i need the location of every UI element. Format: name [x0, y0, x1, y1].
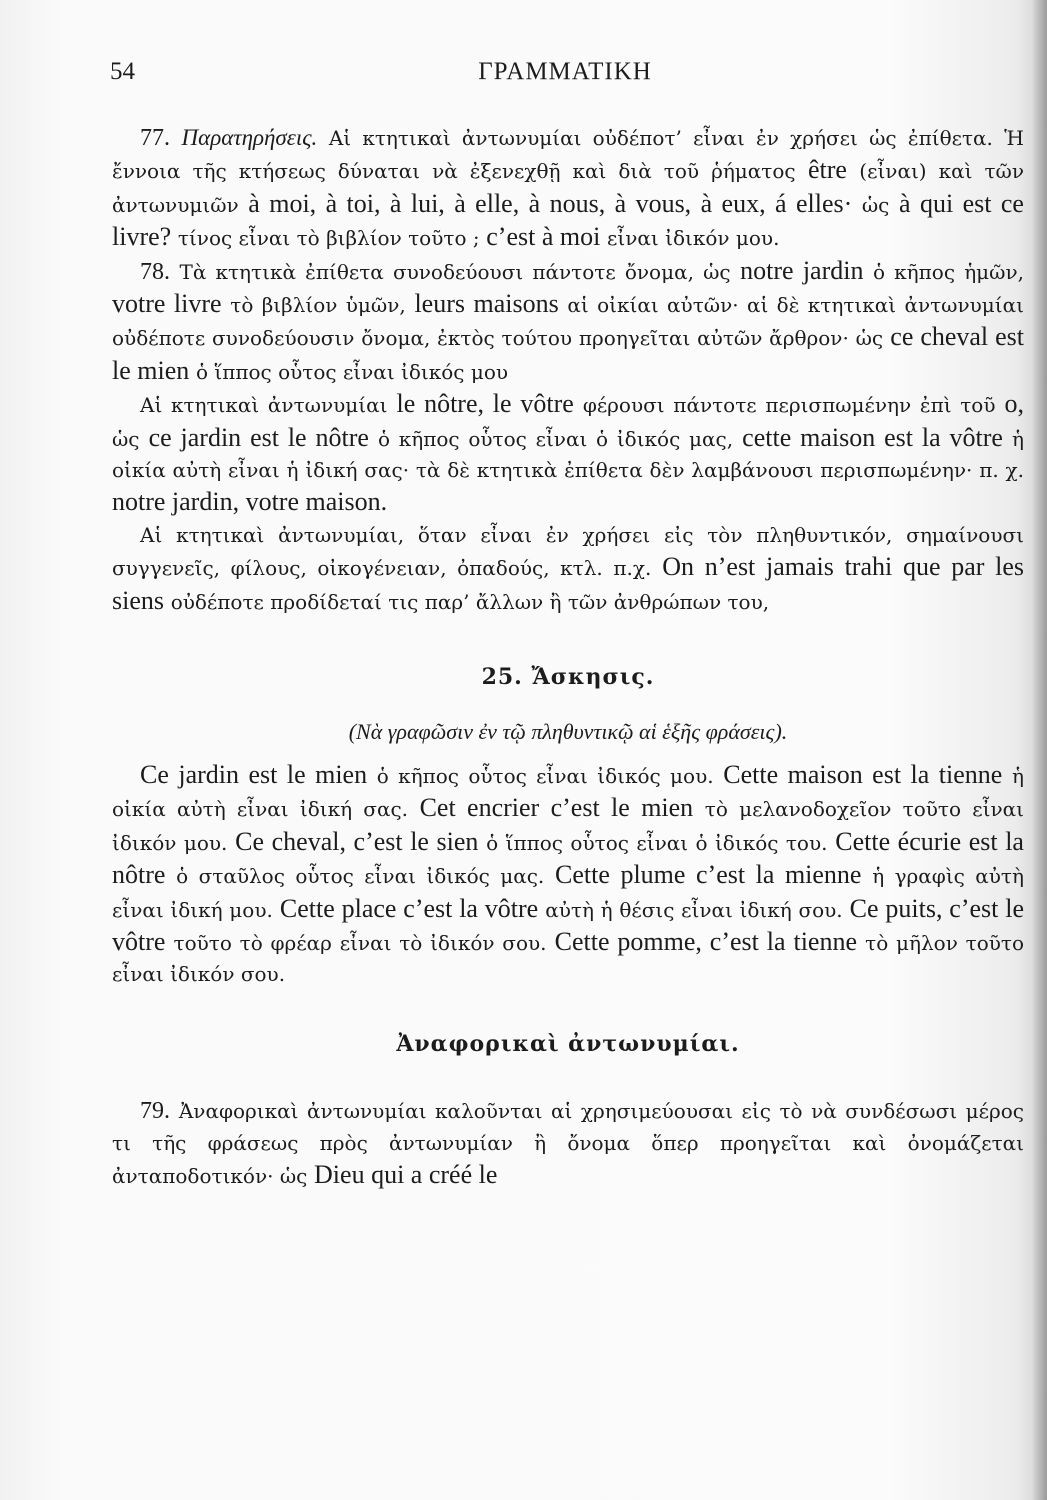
- french-text: ce jardin est le nôtre: [148, 422, 369, 452]
- greek-text: ἡ γραφὶς αὐτὴ εἶναι ἰδική μου.: [112, 864, 1024, 922]
- exercise-heading: 25. Ἄσκησις.: [481, 664, 655, 691]
- french-text: ce cheval est le mien: [112, 322, 1024, 385]
- greek-text: Τὰ κτητικὰ ἐπίθετα συνοδεύουσι πάντοτε ὄνομα, ὡς: [179, 259, 731, 284]
- greek-text: ὁ σταῦλος οὗτος εἶναι ἰδικός μας.: [176, 864, 545, 889]
- page-header: [110, 58, 1020, 92]
- running-title: ΓΡΑΜΜΑΤΙΚΗ: [478, 58, 652, 85]
- section-heading: Ἀναφορικαὶ ἀντωνυμίαι.: [396, 1030, 740, 1057]
- french-text: le nôtre, le vôtre: [396, 389, 574, 419]
- exercise-instruction: (Νὰ γραφῶσιν ἐν τῷ πληθυντικῷ αἱ ἑξῆς φράσεις).: [348, 718, 788, 744]
- paragraph-79: [112, 1096, 1024, 1192]
- french-text: Cette pomme, c’est la tienne: [554, 926, 858, 956]
- french-text: à qui est ce livre?: [112, 188, 1024, 252]
- book-spine-shadow: [1033, 0, 1047, 1500]
- paragraph-number: 77.: [140, 125, 170, 151]
- greek-text: ὁ κῆπος οὗτος εἶναι ἰδικός μου.: [376, 763, 714, 788]
- greek-text: Ἀναφορικαὶ ἀντωνυμίαι καλοῦνται αἱ χρησιμεύουσαι εἰς τὸ νὰ συνδέσωσι μέρος τι τῆς φράσεως πρὸς ἀντωνυμίαν ἢ ὄνομα ὅπερ προηγεῖται καὶ ὀνομάζεται ἀνταποδοτικόν· ὡς: [112, 1099, 1024, 1188]
- french-text: cette maison est la vôtre: [742, 422, 1003, 452]
- greek-text: τὸ βιβλίον ὑμῶν,: [230, 293, 406, 318]
- greek-text: τίνος εἶναι τὸ βιβλίον τοῦτο ;: [177, 226, 480, 251]
- french-text: votre livre: [112, 289, 222, 319]
- greek-text: τὸ μελανοδοχεῖον τοῦτο εἶναι ἰδικόν μου.: [112, 797, 1024, 855]
- exercise-sentences: [112, 759, 1024, 991]
- greek-text: ἡ οἰκία αὐτὴ εἶναι ἰδική σας.: [112, 763, 1024, 822]
- french-text: à moi, à toi, à lui, à elle, à nous, à vous, à eux, á elles·: [248, 188, 853, 218]
- paragraph-78-plural: [112, 520, 1024, 618]
- greek-text: ὁ ἵππος οὗτος εἶναι ὁ ἰδικός του.: [486, 830, 828, 855]
- paragraph-number: 79.: [140, 1098, 170, 1125]
- french-text: notre jardin: [740, 255, 864, 285]
- spacer: [112, 1060, 1024, 1096]
- greek-text: ὁ ἵππος οὗτος εἶναι ἰδικός μου: [195, 359, 509, 384]
- french-text: o,: [1004, 389, 1025, 419]
- french-text: Cet encrier c’est le mien: [419, 793, 694, 823]
- paragraph-78: [112, 255, 1024, 389]
- french-text: Cette maison est la tienne: [723, 759, 1003, 789]
- french-text: leurs maisons: [414, 289, 559, 319]
- greek-text: τὸ μῆλον τοῦτο εἶναι ἰδικόν σου.: [112, 930, 1025, 987]
- greek-text: φέρουσι πάντοτε περισπωμένην ἐπὶ τοῦ: [582, 393, 996, 418]
- greek-text: Αἱ κτητικαὶ ἀντωνυμίαι: [140, 393, 388, 418]
- french-text: Ce puits, c’est le vôtre: [112, 893, 1024, 956]
- french-text: Dieu qui a créé le: [314, 1159, 498, 1189]
- greek-text: ὁ κῆπος ἡμῶν,: [872, 259, 1024, 284]
- paragraph-78-circumflex: [112, 388, 1024, 520]
- french-text: Ce cheval, c’est le sien: [235, 826, 479, 856]
- paragraph-number: 78.: [140, 258, 170, 285]
- greek-text: ὡς: [112, 426, 140, 451]
- greek-text: ὁ κῆπος οὗτος εἶναι ὁ ἰδικός μας,: [377, 426, 734, 451]
- greek-text: αἱ οἰκίαι αὐτῶν· αἱ δὲ κτητικαὶ ἀντωνυμίαι οὐδέποτε συνοδεύουσιν ὄνομα, ἐκτὸς τούτου προηγεῖται αὐτῶν ἄρθρον· ὡς: [112, 293, 1024, 351]
- french-text: Cette plume c’est la mienne: [555, 860, 862, 890]
- paragraph-77: [112, 122, 1024, 255]
- greek-text: (εἶναι) καὶ τῶν ἀντωνυμιῶν: [112, 159, 1024, 217]
- page-number: 54: [110, 58, 135, 85]
- spacer: [112, 991, 1024, 1029]
- page-body: [112, 122, 1024, 1192]
- greek-text: Αἱ κτητικαὶ ἀντωνυμίαι οὐδέποτ’ εἶναι ἐν χρήσει ὡς ἐπίθετα. Ἡ ἔννοια τῆς κτήσεως δύναται νὰ ἐξενεχθῇ καὶ διὰ τοῦ ῥήματος: [112, 126, 1024, 184]
- greek-text: ἡ οἰκία αὐτὴ εἶναι ἡ ἰδική σας· τὰ δὲ κτητικὰ ἐπίθετα δὲν λαμβάνουσι περισπωμένην· π. χ.: [112, 426, 1024, 483]
- french-text: Ce jardin est le mien: [140, 759, 368, 789]
- paragraph-title: Παρατηρήσεις.: [181, 125, 318, 150]
- greek-text: εἶναι ἰδικόν μου.: [607, 226, 780, 251]
- spacer: [112, 618, 1024, 662]
- greek-text: αὐτὴ ἡ θέσις εἶναι ἰδική σου.: [545, 897, 843, 922]
- greek-text: ὡς: [861, 192, 890, 217]
- greek-text: Αἱ κτητικαὶ ἀντωνυμίαι, ὅταν εἶναι ἐν χρήσει εἰς τὸν πληθυντικόν, σημαίνουσι συγγενεῖς, φίλους, οἰκογένειαν, ὀπαδούς, κτλ. π.χ.: [112, 522, 1024, 581]
- greek-text: τοῦτο τὸ φρέαρ εἶναι τὸ ἰδικόν σου.: [173, 930, 547, 955]
- spacer: [112, 694, 1024, 716]
- french-text: On n’est jamais trahi que par les siens: [112, 552, 1024, 615]
- french-text: Cette place c’est la vôtre: [279, 893, 539, 923]
- french-text: Cette écurie est la nôtre: [112, 826, 1024, 890]
- greek-text: οὐδέποτε προδίδεταί τις παρ’ ἄλλων ἢ τῶν ἀνθρώπων του,: [170, 589, 770, 614]
- french-text: notre jardin, votre maison.: [112, 487, 388, 517]
- french-text: être: [807, 155, 847, 185]
- french-text: c’est à moi: [486, 222, 601, 252]
- spacer: [112, 747, 1024, 759]
